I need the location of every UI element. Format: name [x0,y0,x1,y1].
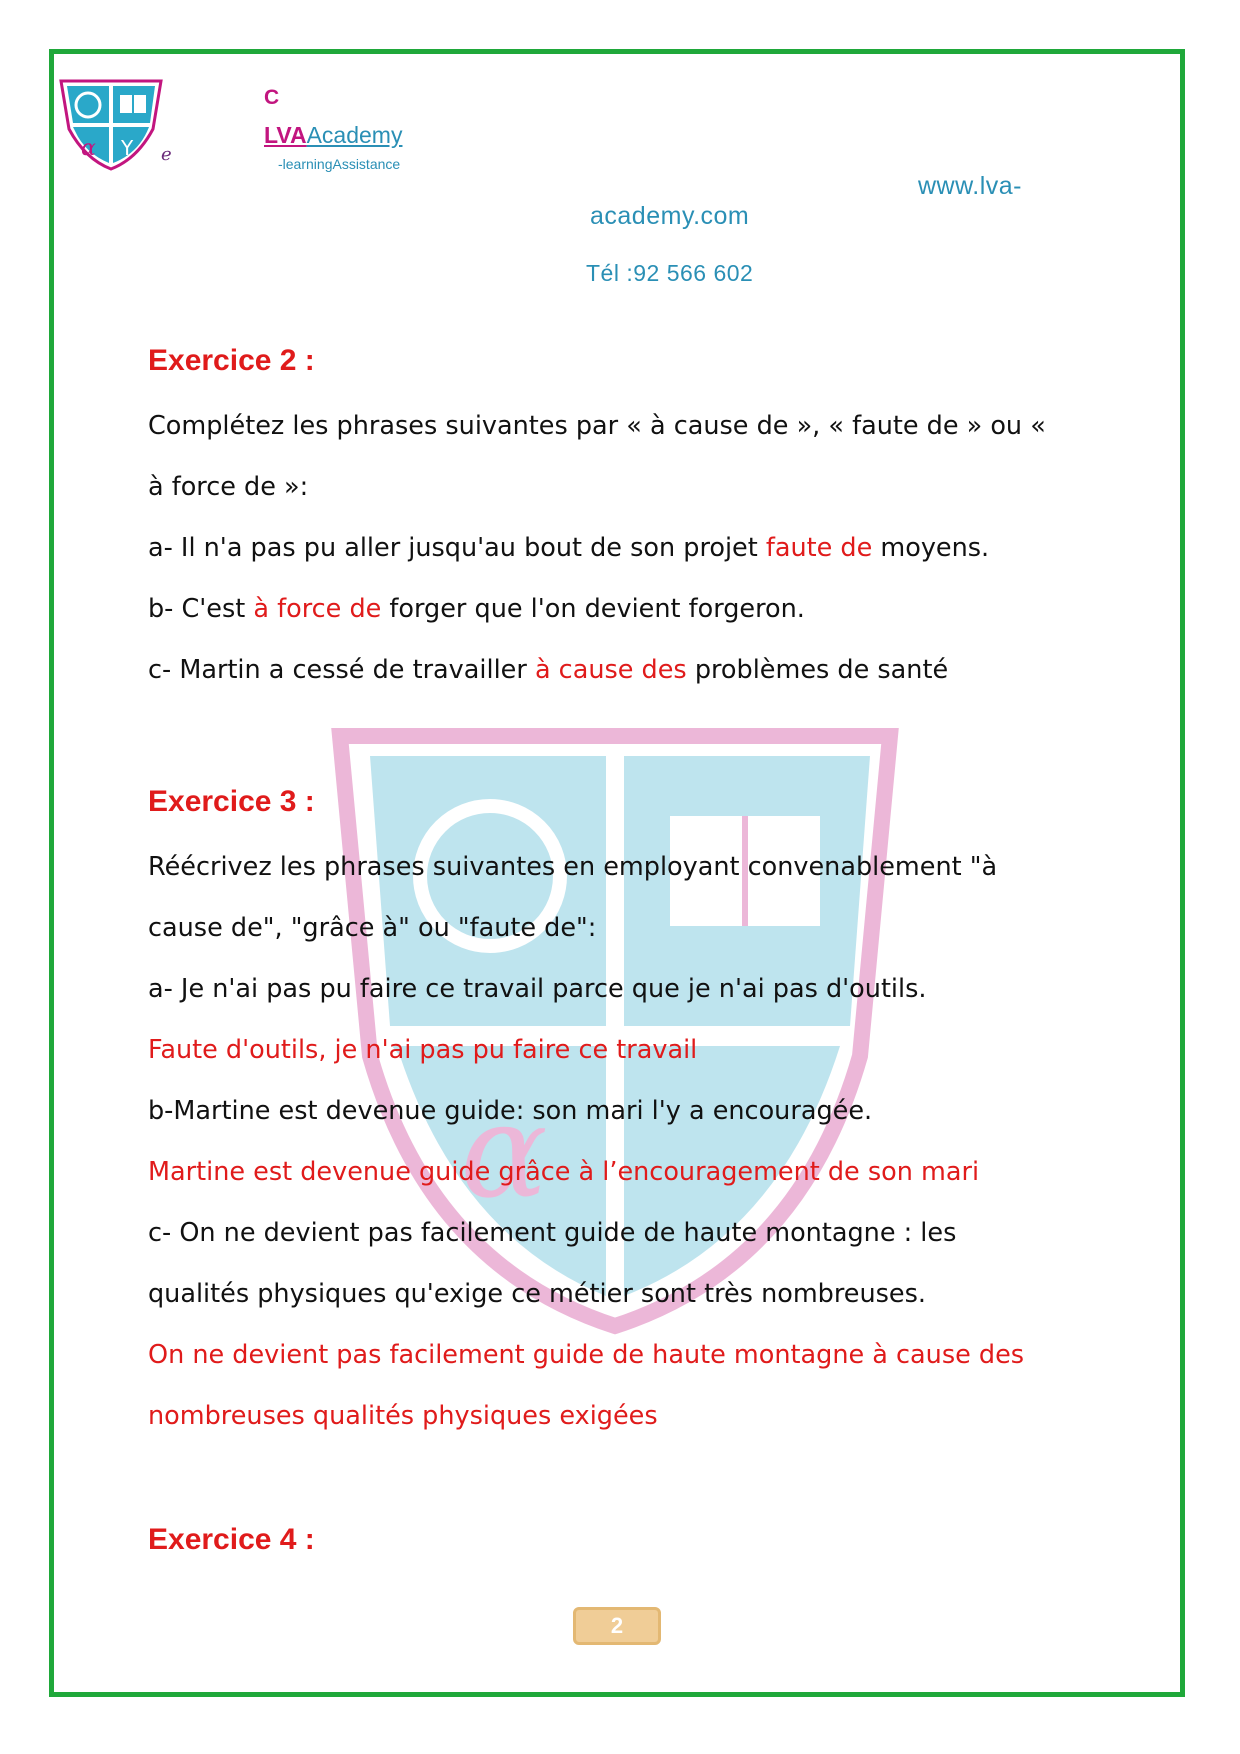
item-text: moyens. [872,533,990,563]
item-text: problèmes de santé [686,655,949,685]
item-text: forger que l'on devient forgeron. [381,594,805,624]
logo-letter: e [161,144,172,165]
exercise-3-item-c-question-line-1: c- On ne devient pas facilement guide de haute montagne : les [148,1218,957,1248]
exercise-3-instruction-line-2: cause de", "grâce à" ou "faute de": [148,913,597,943]
brand-tagline: -learningAssistance [278,156,401,172]
exercise-4-title: Exercice 4 : [148,1523,315,1556]
exercise-2-instruction-line-1: Complétez les phrases suivantes par « à cause de », « faute de » ou « [148,411,1046,441]
page-number-badge: 2 [573,1607,661,1645]
brand-c: C [264,86,280,109]
exercise-3-instruction-line-1: Réécrivez les phrases suivantes en employant convenablement "à [148,852,998,882]
exercise-2-item-b [148,592,805,626]
website-line-1: www.lva- [918,172,1023,200]
exercise-3-item-c-answer-line-1: On ne devient pas facilement guide de haute montagne à cause des [148,1340,1025,1370]
website-line-2: academy.com [590,202,750,230]
exercise-2-item-a [148,531,989,565]
phone-number: Tél :92 566 602 [586,260,754,286]
exercise-3-item-b-question: b-Martine est devenue guide: son mari l'y a encouragée. [148,1096,873,1126]
exercise-2-item-c [148,653,948,687]
svg-text:α: α [460,1075,548,1227]
answer-text: faute de [765,533,873,563]
brand-academy: Academy [306,122,403,148]
exercise-3-title: Exercice 3 : [148,785,315,818]
svg-text:Y: Y [121,136,134,160]
exercise-2-title: Exercice 2 : [148,344,315,377]
exercise-2-instruction-line-2: à force de »: [148,472,309,502]
exercise-3-item-a-answer: Faute d'outils, je n'ai pas pu faire ce travail [148,1035,698,1065]
brand-name [264,122,402,149]
brand-lva: LVA [264,122,307,148]
exercise-3-item-a-question: a- Je n'ai pas pu faire ce travail parce que je n'ai pas d'outils. [148,974,927,1004]
answer-text: à cause des [534,655,687,685]
lva-academy-logo [57,77,165,171]
item-text: c- Martin a cessé de travailler [148,655,535,685]
answer-text: à force de [253,594,382,624]
exercise-3-item-c-answer-line-2: nombreuses qualités physiques exigées [148,1401,658,1431]
svg-text:α: α [81,136,96,161]
exercise-3-item-c-question-line-2: qualités physiques qu'exige ce métier sont très nombreuses. [148,1279,926,1309]
item-text: b- C'est [148,594,254,624]
item-text: a- Il n'a pas pu aller jusqu'au bout de son projet [148,533,766,563]
exercise-3-item-b-answer: Martine est devenue guide grâce à l’encouragement de son mari [148,1157,980,1187]
